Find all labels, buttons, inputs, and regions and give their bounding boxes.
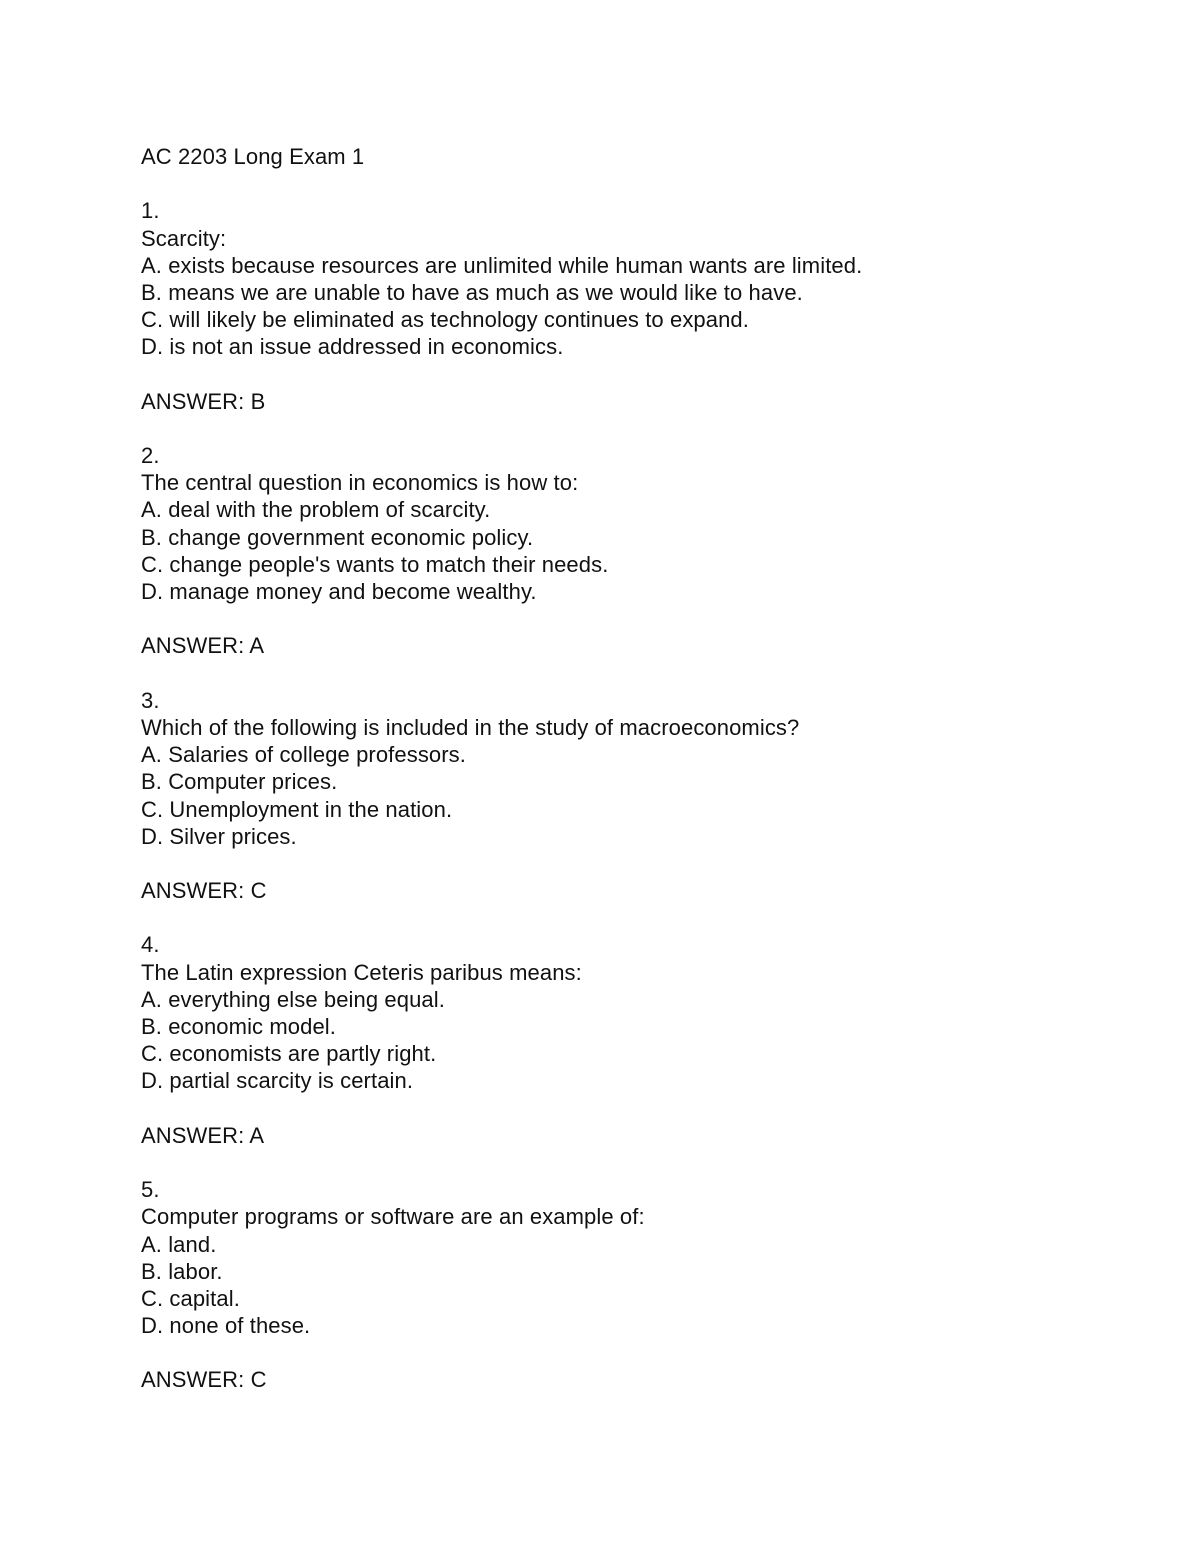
option-a: A. deal with the problem of scarcity. [141, 497, 491, 523]
option-d: D. is not an issue addressed in economics. [141, 334, 564, 360]
option-d: D. none of these. [141, 1313, 311, 1339]
option-a: A. everything else being equal. [141, 986, 445, 1012]
question-3 [141, 687, 1101, 932]
question-prompt: Computer programs or software are an example of: [141, 1204, 645, 1230]
option-c: C. Unemployment in the nation. [141, 796, 453, 822]
option-b: B. change government economic policy. [141, 524, 534, 550]
spacer [141, 1339, 1101, 1366]
question-2 [141, 442, 1101, 687]
option-a: A. Salaries of college professors. [141, 742, 466, 768]
spacer [141, 1095, 1101, 1122]
answer: ANSWER: C [141, 878, 267, 904]
question-number: 2. [141, 443, 160, 469]
question-1 [141, 197, 1101, 442]
question-number: 3. [141, 687, 160, 713]
spacer [141, 361, 1101, 388]
spacer [141, 904, 1101, 931]
question-number: 5. [141, 1177, 160, 1203]
question-4 [141, 931, 1101, 1176]
spacer [141, 415, 1101, 442]
answer: ANSWER: A [141, 633, 265, 659]
question-prompt: The central question in economics is how to: [141, 470, 579, 496]
option-c: C. capital. [141, 1285, 240, 1311]
option-c: C. economists are partly right. [141, 1041, 437, 1067]
option-b: B. means we are unable to have as much as we would like to have. [141, 279, 803, 305]
option-a: A. land. [141, 1231, 217, 1257]
option-c: C. will likely be eliminated as technology continues to expand. [141, 307, 749, 333]
answer: ANSWER: B [141, 388, 266, 414]
spacer [141, 660, 1101, 687]
document-page [141, 143, 1101, 1394]
question-5 [141, 1176, 1101, 1394]
spacer [141, 170, 1101, 197]
question-number: 1. [141, 198, 160, 224]
question-number: 4. [141, 932, 160, 958]
spacer [141, 605, 1101, 632]
option-d: D. Silver prices. [141, 823, 297, 849]
answer: ANSWER: C [141, 1367, 267, 1393]
question-prompt: Scarcity: [141, 225, 227, 251]
spacer [141, 850, 1101, 877]
document-title: AC 2203 Long Exam 1 [141, 144, 365, 169]
option-b: B. Computer prices. [141, 769, 338, 795]
option-b: B. economic model. [141, 1014, 336, 1039]
answer: ANSWER: A [141, 1122, 265, 1148]
question-prompt: Which of the following is included in the study of macroeconomics? [141, 714, 800, 740]
option-c: C. change people's wants to match their needs. [141, 551, 609, 577]
option-d: D. partial scarcity is certain. [141, 1068, 414, 1094]
option-b: B. labor. [141, 1258, 223, 1284]
spacer [141, 1149, 1101, 1176]
question-prompt: The Latin expression Ceteris paribus means: [141, 959, 582, 985]
option-a: A. exists because resources are unlimited while human wants are limited. [141, 252, 863, 278]
option-d: D. manage money and become wealthy. [141, 579, 537, 604]
